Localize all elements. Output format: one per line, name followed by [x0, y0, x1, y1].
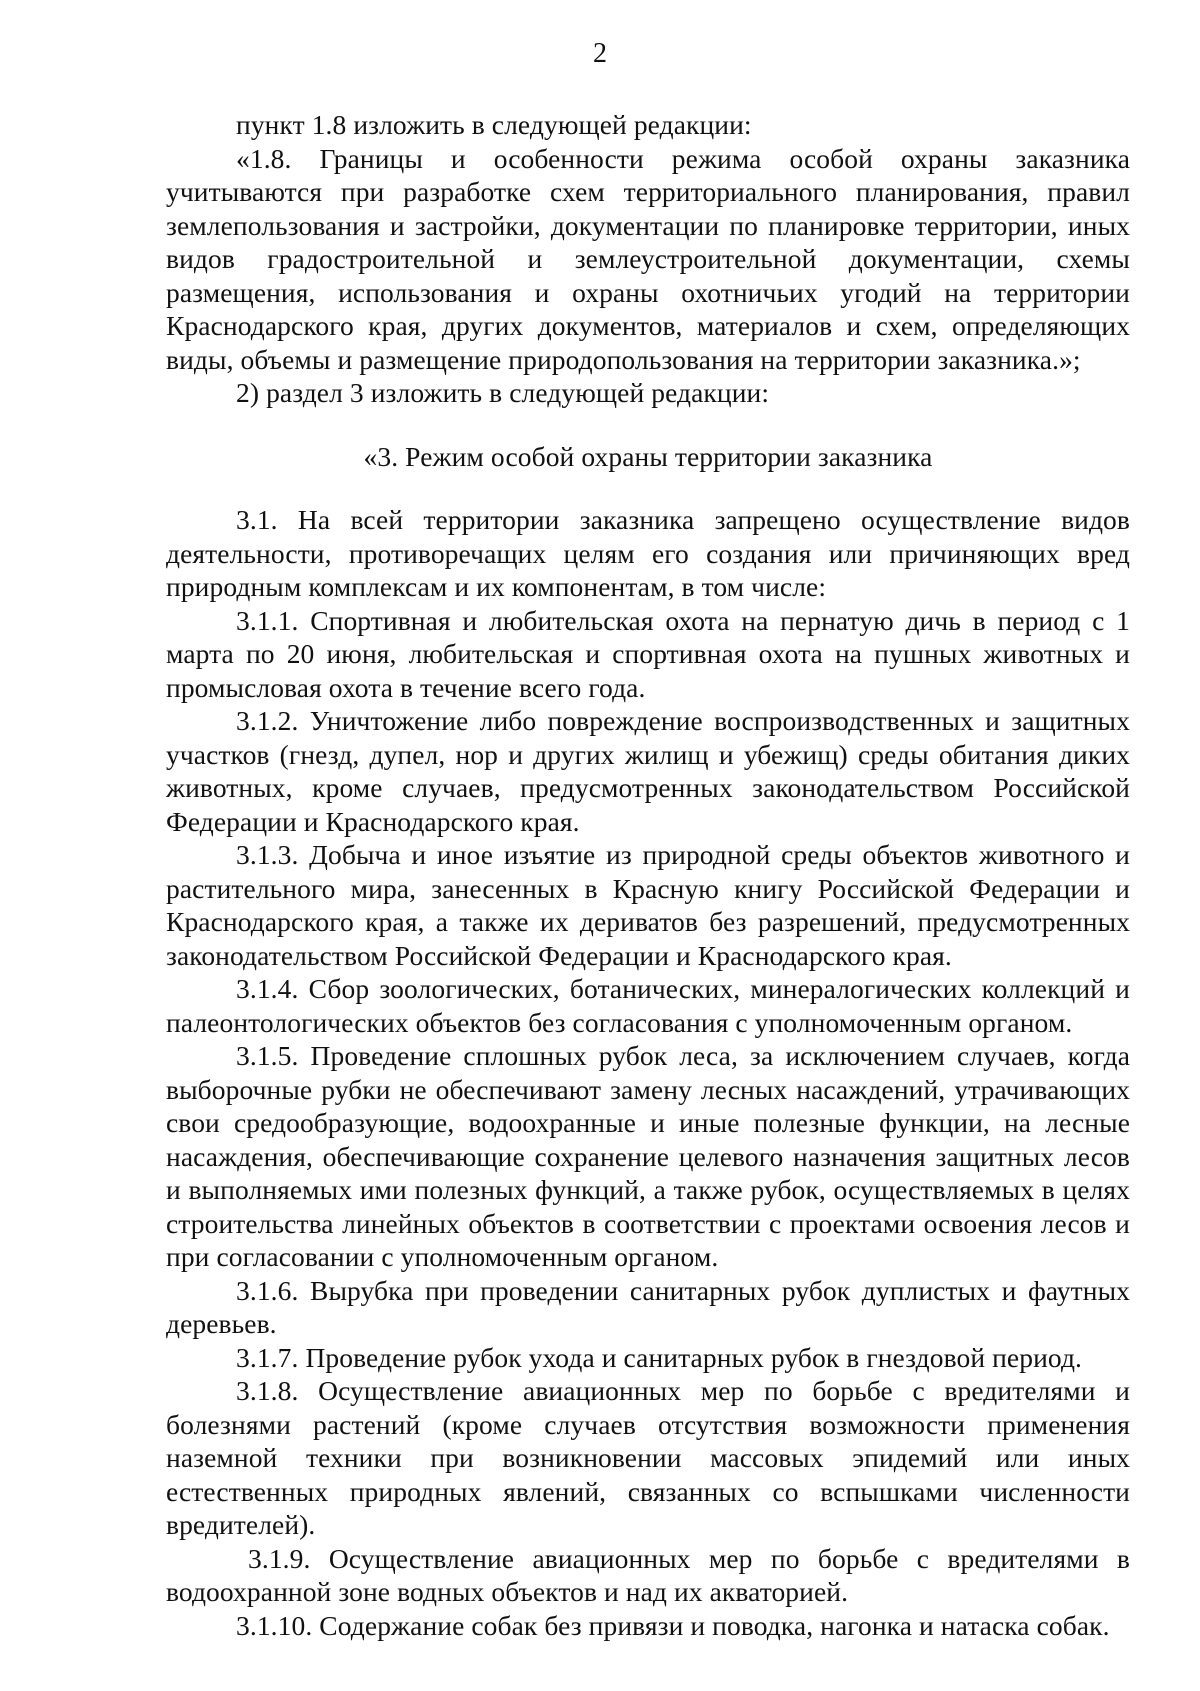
paragraph-3-1-9: 3.1.9. Осуществление авиационных мер по борьбе с вредителями в водоохранной зоне водных объектов и над их акваторией. — [166, 1542, 1130, 1607]
paragraph-3-1-1: 3.1.1. Спортивная и любительская охота на пернатую дичь в период с 1 марта по 20 июня, любительская и спортивная охота на пушных животных и промысловая охота в течение всего года. — [166, 604, 1130, 703]
page-number: 2 — [593, 38, 607, 69]
paragraph-3-1-3: 3.1.3. Добыча и иное изъятие из природной среды объектов животного и растительного мира, занесенных в Красную книгу Российской Федерации и Краснодарского края, а также их дериватов без разрешений, предусмотренных законодательством Российской Федерации и Краснодарского края. — [166, 839, 1130, 971]
document-body — [166, 108, 1130, 1642]
paragraph-1-8: «1.8. Границы и особенности режима особой охраны заказника учитываются при разработке схем территориального планирования, правил землепользования и застройки, документации по планировке территории, иных видов градостроительной и землеустроительной документации, схемы размещения, использования и охраны охотничьих угодий на территории Краснодарского края, других документов, материалов и схем, определяющих виды, объемы и размещение природопользования на территории заказника.»; — [166, 142, 1130, 375]
section-heading: «3. Режим особой охраны территории заказника — [363, 440, 933, 472]
paragraph-3-1-6: 3.1.6. Вырубка при проведении санитарных рубок дуплистых и фаутных деревьев. — [166, 1274, 1130, 1339]
paragraph-3-1-10: 3.1.10. Содержание собак без привязи и поводка, нагонка и натаска собак. — [236, 1609, 1110, 1641]
paragraph-section-3-intro: 2) раздел 3 изложить в следующей редакции: — [236, 377, 770, 408]
paragraph-3-1-7: 3.1.7. Проведение рубок ухода и санитарных рубок в гнездовой период. — [236, 1341, 1083, 1373]
paragraph-3-1-5: 3.1.5. Проведение сплошных рубок леса, за исключением случаев, когда выборочные рубки не обеспечивают замену лесных насаждений, утрачивающих свои средообразующие, водоохранные и иные полезные функции, на лесные насаждения, обеспечивающие сохранение целевого назначения защитных лесов и выполняемых ими полезных функций, а также рубок, осуществляемых в целях строительства линейных объектов в соответствии с проектами освоения лесов и при согласовании с уполномоченным органом. — [166, 1040, 1130, 1272]
paragraph-3-1: 3.1. На всей территории заказника запрещено осуществление видов деятельности, противоречащих целям его создания или причиняющих вред природным комплексам и их компонентам, в том числе: — [166, 504, 1130, 602]
paragraph-3-1-4: 3.1.4. Сбор зоологических, ботанических, минералогических коллекций и палеонтологических объектов без согласования с уполномоченным органом. — [166, 973, 1130, 1038]
paragraph-intro: пункт 1.8 изложить в следующей редакции: — [236, 109, 752, 140]
paragraph-3-1-8: 3.1.8. Осуществление авиационных мер по борьбе с вредителями и болезнями растений (кроме случаев отсутствия возможности применения наземной техники при возникновении массовых эпидемий или иных естественных природных явлений, связанных со вспышками численности вредителей). — [166, 1375, 1130, 1540]
paragraph-3-1-2: 3.1.2. Уничтожение либо повреждение воспроизводственных и защитных участков (гнезд, дупел, нор и других жилищ и убежищ) среды обитания диких животных, кроме случаев, предусмотренных законодательством Российской Федерации и Краснодарского края. — [166, 705, 1130, 837]
